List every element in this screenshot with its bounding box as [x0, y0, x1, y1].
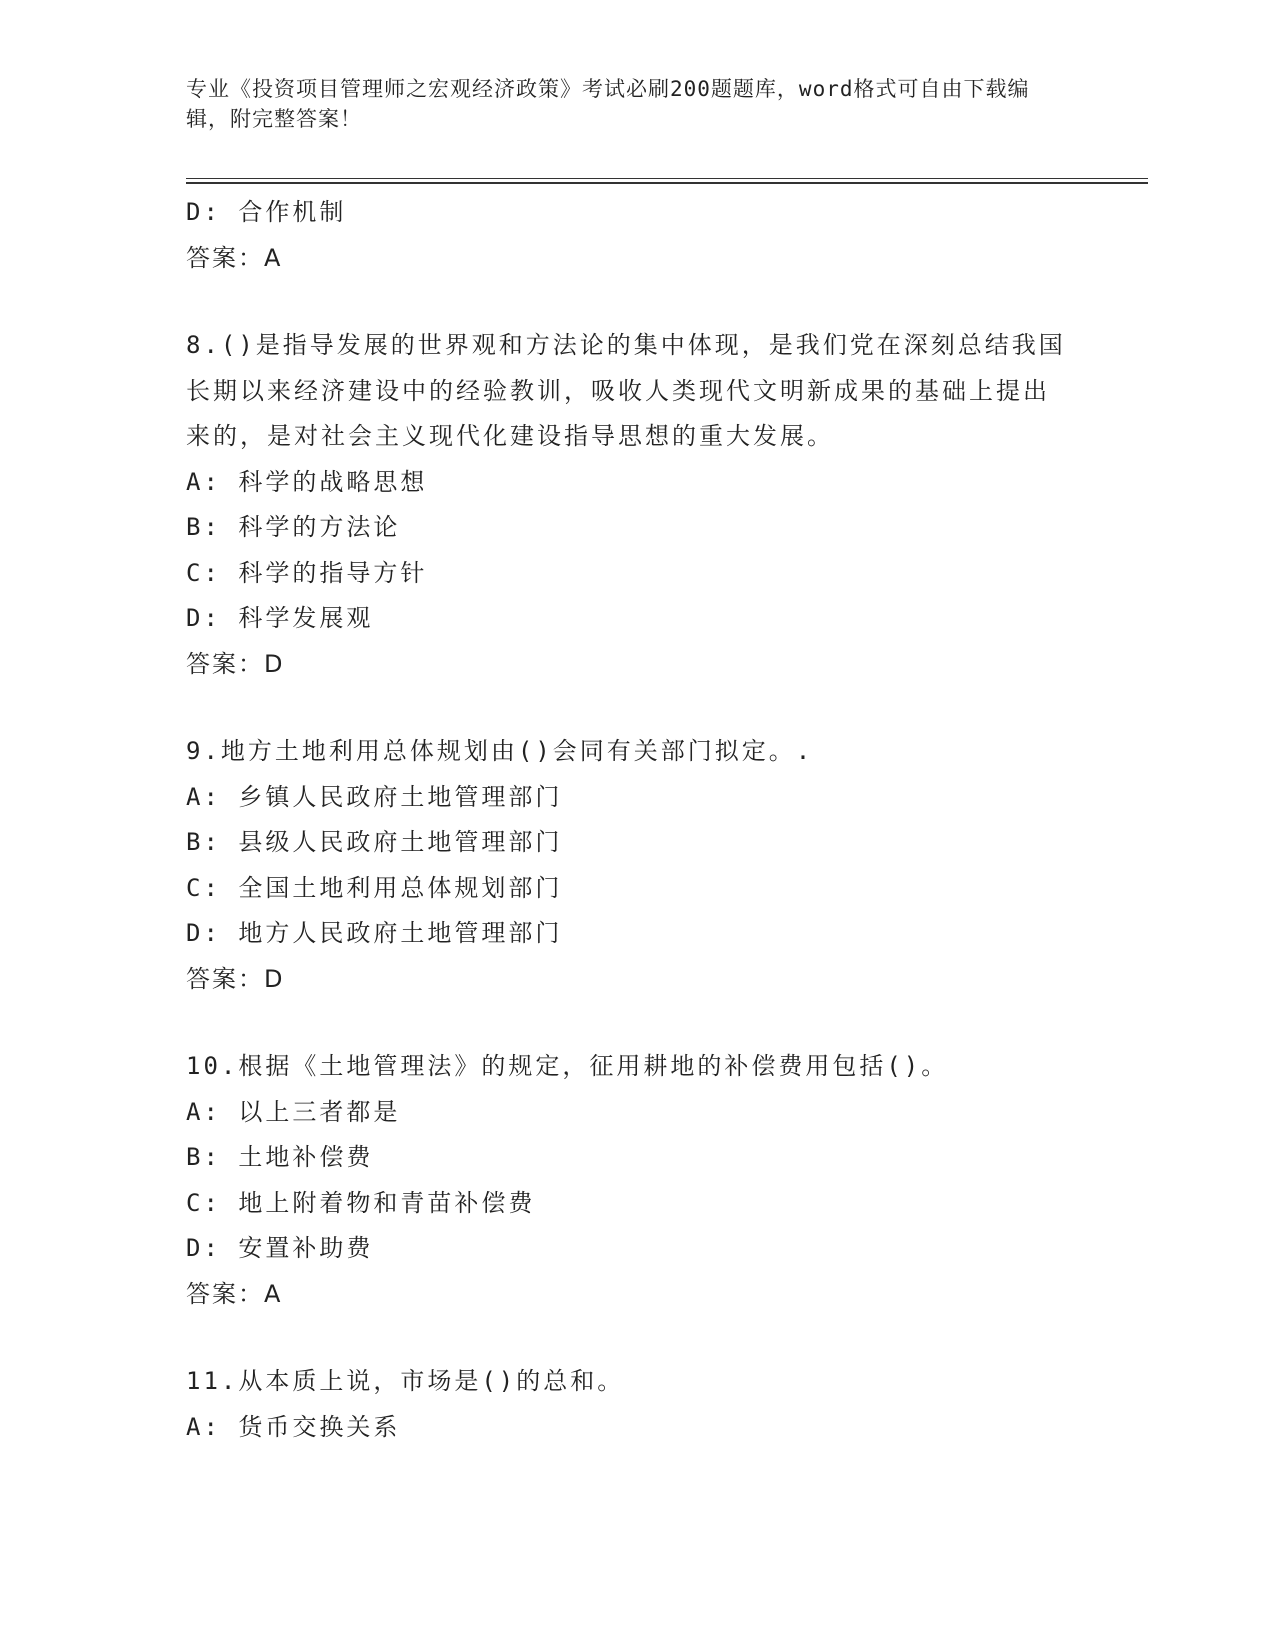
option-b: B: 土地补偿费	[186, 1143, 374, 1171]
prev-option-d: D: 合作机制	[186, 198, 347, 226]
question-text: 8.()是指导发展的世界观和方法论的集中体现，是我们党在深刻总结我国长期以来经济建设中的经验教训，吸收人类现代文明新成果的基础上提出来的，是对社会主义现代化建设指导思想的重大发展。	[186, 331, 1066, 450]
question-9	[186, 729, 1066, 1002]
option-d: D: 地方人民政府土地管理部门	[186, 919, 563, 947]
option-b: B: 科学的方法论	[186, 513, 401, 541]
question-text: 9.地方土地利用总体规划由()会同有关部门拟定。.	[186, 737, 814, 765]
option-d: D: 安置补助费	[186, 1234, 374, 1262]
header-rule-thick	[186, 182, 1148, 184]
question-8	[186, 323, 1066, 687]
option-a: A: 科学的战略思想	[186, 467, 428, 496]
answer: 答案：D	[186, 649, 285, 678]
option-a: A: 乡镇人民政府土地管理部门	[186, 782, 563, 811]
option-b: B: 县级人民政府土地管理部门	[186, 828, 563, 856]
header-rule-thin	[186, 178, 1148, 179]
option-c: C: 全国土地利用总体规划部门	[186, 873, 563, 902]
questions-content	[186, 190, 1066, 1450]
option-c: C: 地上附着物和青苗补偿费	[186, 1188, 536, 1217]
question-text: 10.根据《土地管理法》的规定，征用耕地的补偿费用包括()。	[186, 1052, 949, 1080]
document-header: 专业《投资项目管理师之宏观经济政策》考试必刷200题题库，word格式可自由下载编辑，附完整答案！	[186, 77, 1030, 131]
option-d: D: 科学发展观	[186, 604, 374, 632]
answer: 答案：D	[186, 964, 285, 993]
question-text: 11.从本质上说，市场是()的总和。	[186, 1367, 625, 1395]
answer: 答案：A	[186, 1279, 283, 1308]
option-a: A: 以上三者都是	[186, 1097, 401, 1126]
option-a: A: 货币交换关系	[186, 1412, 401, 1441]
question-11	[186, 1359, 1066, 1450]
question-10	[186, 1044, 1066, 1317]
option-c: C: 科学的指导方针	[186, 558, 428, 587]
prev-answer: 答案：A	[186, 243, 283, 272]
